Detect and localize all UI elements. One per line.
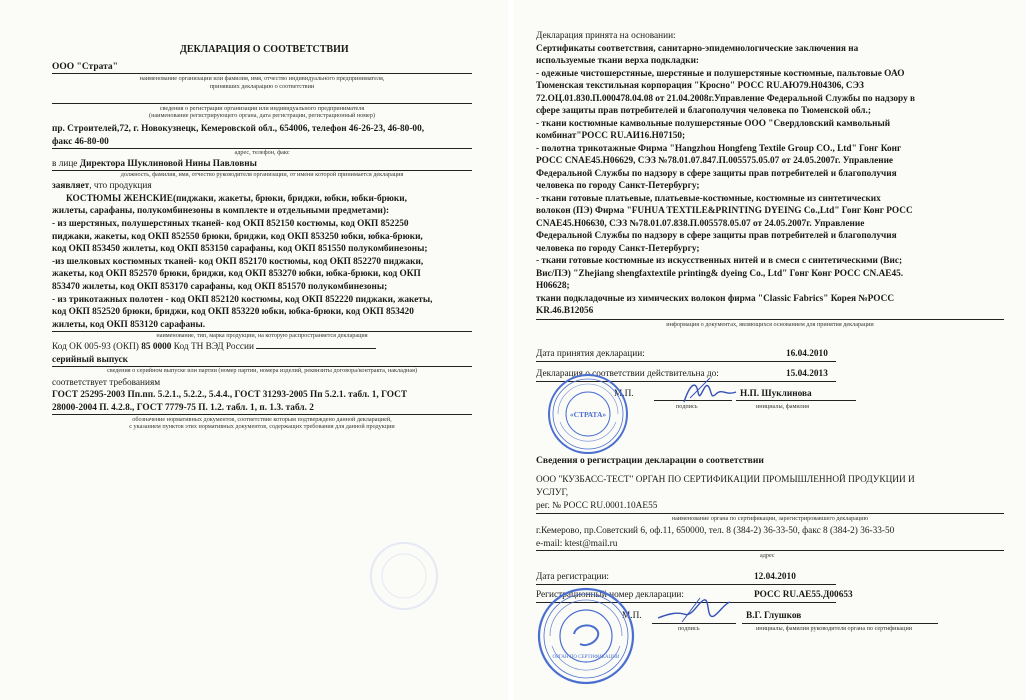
- signer-1: Н.П. Шуклинова: [740, 389, 812, 399]
- basis-line: используемые ткани верха подкладки:: [536, 56, 700, 66]
- reg-org-line-3: рег. № РОСС RU.0001.10АЕ55: [536, 501, 658, 511]
- code-tn-label: Код ТН ВЭД России: [173, 342, 254, 352]
- reg-number-value: РОСС RU.АЕ55.Д00653: [754, 590, 853, 600]
- document-title: ДЕКЛАРАЦИЯ О СООТВЕТСТВИИ: [180, 44, 349, 55]
- company-stamp: [546, 372, 630, 456]
- address-caption: адрес, телефон, факс: [234, 149, 290, 156]
- product-line: 853470 жилеты, код ОКП 853170 сарафаны, код ОКП 851570 полукомбинезоны;: [52, 282, 388, 292]
- conforms-text: соответствует требованиям: [52, 378, 161, 388]
- basis-line: сфере защиты прав потребителей и благополучия человека по Тюменской обл.;: [536, 106, 871, 116]
- product-line: КОСТЮМЫ ЖЕНСКИЕ(пиджаки, жакеты, брюки, бриджи, юбки, юбки-брюки,: [66, 194, 407, 204]
- address-line-1: пр. Строителей,72, г. Новокузнецк, Кемеровской обл., 654006, телефон 46-26-23, 46-80-00,: [52, 124, 425, 134]
- person-line: [52, 158, 257, 170]
- valid-until-label: Декларация о соответствии действительна до:: [536, 369, 719, 379]
- reg-address-caption: адрес: [760, 552, 775, 559]
- basis-line: - ткани готовые платьевые, платьевые-костюмные, костюмные из синтетических: [536, 194, 881, 204]
- signer-underline-1: [736, 400, 856, 401]
- sign-caption-left-2: подпись: [678, 625, 700, 632]
- standards-line: ГОСТ 25295-2003 Пп.пп. 5.2.1., 5.2.2., 5.4.4., ГОСТ 31293-2005 Пп 5.2.1. табл. 1, ГОСТ: [52, 390, 408, 400]
- declares-rest: , что продукция: [89, 181, 152, 191]
- sign-caption-right-1: инициалы, фамилия: [756, 403, 809, 410]
- standards-caption-2: с указанием пунктов этих нормативных документов, содержащих требования для данной продукции: [129, 423, 395, 430]
- basis-line: Федеральной Службы по надзору в сфере защиты прав потребителей и благополучия: [536, 231, 897, 241]
- product-line: код ОКП 852520 брюки, бриджи, код ОКП 853220 юбки, юбка-брюки, код ОКП 853420: [52, 307, 414, 317]
- product-line: - из трикотажных полотен - код ОКП 852120 костюмы, код ОКП 852220 пиджаки, жакеты,: [52, 295, 433, 305]
- reg-date-label: Дата регистрации:: [536, 572, 610, 582]
- reg-date-underline: [536, 584, 836, 585]
- declares-bold: заявляет: [52, 181, 90, 191]
- basis-line: волокон (ПЭ) Фирма "FUHUA TEXTILE&PRINTING DYEING Co.,Ltd" Гонг Конг РОСС: [536, 206, 913, 216]
- address-line-2: факс 46-80-00: [52, 137, 109, 147]
- basis-line: 72.ОЦ.01.830.П.000478.04.08 от 21.04.2008г.Управление Федеральной Службы по надзору в: [536, 94, 916, 104]
- certification-body-stamp: [536, 586, 636, 686]
- declares-line: [52, 180, 152, 192]
- code-okp: 85 0000: [141, 342, 172, 352]
- left-page: [0, 0, 508, 700]
- basis-underline: [536, 319, 1004, 320]
- product-line: жилеты, сарафаны, полукомбинезоны в комплекте и отдельными предметами):: [52, 206, 390, 216]
- reg-org-line-2: УСЛУГ,: [536, 488, 569, 498]
- basis-line: H06628;: [536, 281, 570, 291]
- product-line: - из шерстяных, полушерстяных тканей- код ОКП 852150 костюмы, код ОКП 852250: [52, 219, 409, 229]
- serial-caption: сведения о серийном выпуске или партии (номер партии, номера изделий, реквизиты договора/контракта, накладная): [106, 367, 418, 374]
- basis-line: - ткани костюмные камвольные полушерстяные ООО "Свердловский камвольный: [536, 119, 891, 129]
- valid-until-value: 15.04.2013: [786, 369, 828, 379]
- org-caption-2: принявших декларацию о соответствии: [209, 83, 315, 90]
- basis-line: комбинат"РОСС RU.АИ16.Н07150;: [536, 131, 686, 141]
- product-line: жакеты, код ОКП 852570 брюки, бриджи, код ОКП 853270 юбки, юбка-брюки, код ОКП: [52, 269, 421, 279]
- person-name: Директора Шуклиновой Нины Павловны: [79, 159, 257, 169]
- org-caption-1: наименование организации или фамилия, имя, отчество индивидуального предпринимателя,: [139, 75, 385, 82]
- reg-date-value: 12.04.2010: [754, 572, 796, 582]
- org-underline: [52, 73, 472, 74]
- reg-address: г.Кемерово, пр.Советский 6, оф.11, 650000, тел. 8 (384-2) 36-33-50, факс 8 (384-2) 36-33-50: [536, 526, 895, 536]
- person-caption: должность, фамилия, имя, отчество руководителя организации, от имени которой принимается декларация: [120, 171, 404, 178]
- basis-line: ткани подкладочные из химических волокон фирма "Classic Fabrics" Корея №РОСС: [536, 294, 895, 304]
- mp-label-2: М.П.: [622, 611, 642, 621]
- basis-line: - полотна трикотажные Фирма "Hangzhou Hongfeng Textile Group CO., Ltd" Гонг Конг: [536, 144, 902, 154]
- product-line: жилеты, код ОКП 853120 сарафаны.: [52, 320, 206, 330]
- basis-heading: Декларация принята на основании:: [536, 31, 676, 41]
- signature-1: [680, 374, 740, 415]
- basis-line: Сертификаты соответствия, санитарно-эпидемиологические заключения на: [536, 44, 859, 54]
- basis-line: - одежные чистошерстяные, шерстяные и полушерстяные костюмные, пальтовые ОАО: [536, 69, 905, 79]
- signer-2: В.Г. Глушков: [746, 611, 802, 621]
- basis-line: человека по городу Санкт-Петербургу;: [536, 244, 700, 254]
- code-prefix: Код ОК 005-93 (ОКП): [52, 342, 139, 352]
- mp-label-1: М.П.: [614, 389, 634, 399]
- reg-org-underline: [536, 513, 1004, 514]
- reg-address-underline: [536, 550, 1004, 551]
- product-line: пиджаки, жакеты, код ОКП 852550 брюки, бриджи, код ОКП 853250 юбки, юбка-брюки,: [52, 232, 423, 242]
- reg-underline: [52, 103, 472, 104]
- basis-line: - ткани готовые костюмные из искусственных нитей и в смеси с синтетическими (Вис;: [536, 256, 903, 266]
- sign-caption-right-2: инициалы, фамилия руководителя органа по сертификации: [756, 625, 913, 632]
- basis-line: KR.46.B12056: [536, 306, 594, 316]
- reg-caption-2: (наименование регистрирующего органа, дата регистрации, регистрационный номер): [149, 112, 375, 119]
- stamp-2-text: ОРГАН ПО СЕРТИФИКАЦИИ: [552, 655, 620, 660]
- standards-line: 28000-2004 П. 4.2.8., ГОСТ 7779-75 П. 1.2. табл. 1, п. 1.3. табл. 2: [52, 403, 314, 413]
- reg-heading: Сведения о регистрации декларации о соответствии: [536, 455, 764, 466]
- date-accepted-value: 16.04.2010: [786, 349, 828, 359]
- basis-line: Вис/ПЭ) "Zhejiang shengfaxtextile printing& dyeing Co., Ltd" Гонг Конг РОСС CN.AE45.: [536, 269, 904, 279]
- basis-line: Тюменская текстильная корпорация "Кросно" РОСС RU.АЮ79.Н04306, СЭЗ: [536, 81, 864, 91]
- basis-line: CNAE45.H06630, СЭЗ №78.01.07.838.П.005578.05.07 от 24.05.2007г. Управление: [536, 219, 865, 229]
- reg-number-label: Регистрационный номер декларации:: [536, 590, 684, 600]
- basis-caption: информация о документах, являющихся основанием для принятия декларации: [666, 321, 874, 328]
- standards-caption-1: обозначение нормативных документов, соответствие которым подтверждено данной декларацией,: [132, 416, 392, 423]
- basis-line: человека по городу Санкт-Петербургу;: [536, 181, 700, 191]
- stamp-1-text: «СТРАТА»: [569, 410, 607, 419]
- reg-org-line-1: ООО "КУЗБАСС-ТЕСТ" ОРГАН ПО СЕРТИФИКАЦИИ ПРОМЫШЛЕННОЙ ПРОДУКЦИИ И: [536, 475, 915, 485]
- standards-underline: [52, 414, 472, 415]
- org-name: ООО "Страта": [52, 62, 118, 72]
- person-prefix: в лице: [52, 159, 78, 169]
- right-page: [514, 0, 1026, 700]
- signature-2: [654, 592, 734, 633]
- sign-caption-left-1: подпись: [676, 403, 698, 410]
- date-accepted-underline: [536, 361, 836, 362]
- code-line: [52, 341, 376, 353]
- basis-line: Федеральной Службы по надзору в сфере защиты прав потребителей и благополучия: [536, 169, 897, 179]
- product-line: код ОКП 853450 жилеты, код ОКП 853150 сарафаны, код ОКП 851550 полукомбинезоны;: [52, 244, 428, 254]
- basis-line: РОСС CNAE45.H06629, СЭЗ №78.01.07.847.П.005575.05.07 от 24.05.2007г. Управление: [536, 156, 894, 166]
- faint-stamp-ghost: [368, 540, 440, 612]
- code-tn-blank: [256, 348, 376, 349]
- reg-org-caption: наименование органа по сертификации, зарегистрировавшего декларацию: [671, 515, 869, 522]
- reg-caption-1: сведения о регистрации организации или индивидуального предпринимателя: [159, 105, 365, 112]
- signer-underline-2: [742, 623, 938, 624]
- date-accepted-label: Дата принятия декларации:: [536, 349, 645, 359]
- product-line: -из шелковых костюмных тканей- код ОКП 852170 костюмы, код ОКП 852270 пиджаки,: [52, 257, 424, 267]
- reg-email: e-mail: ktest@mail.ru: [536, 539, 618, 549]
- serial-text: серийный выпуск: [52, 355, 129, 365]
- product-caption: наименование, тип, марка продукции, на которую распространяется декларация: [156, 332, 368, 339]
